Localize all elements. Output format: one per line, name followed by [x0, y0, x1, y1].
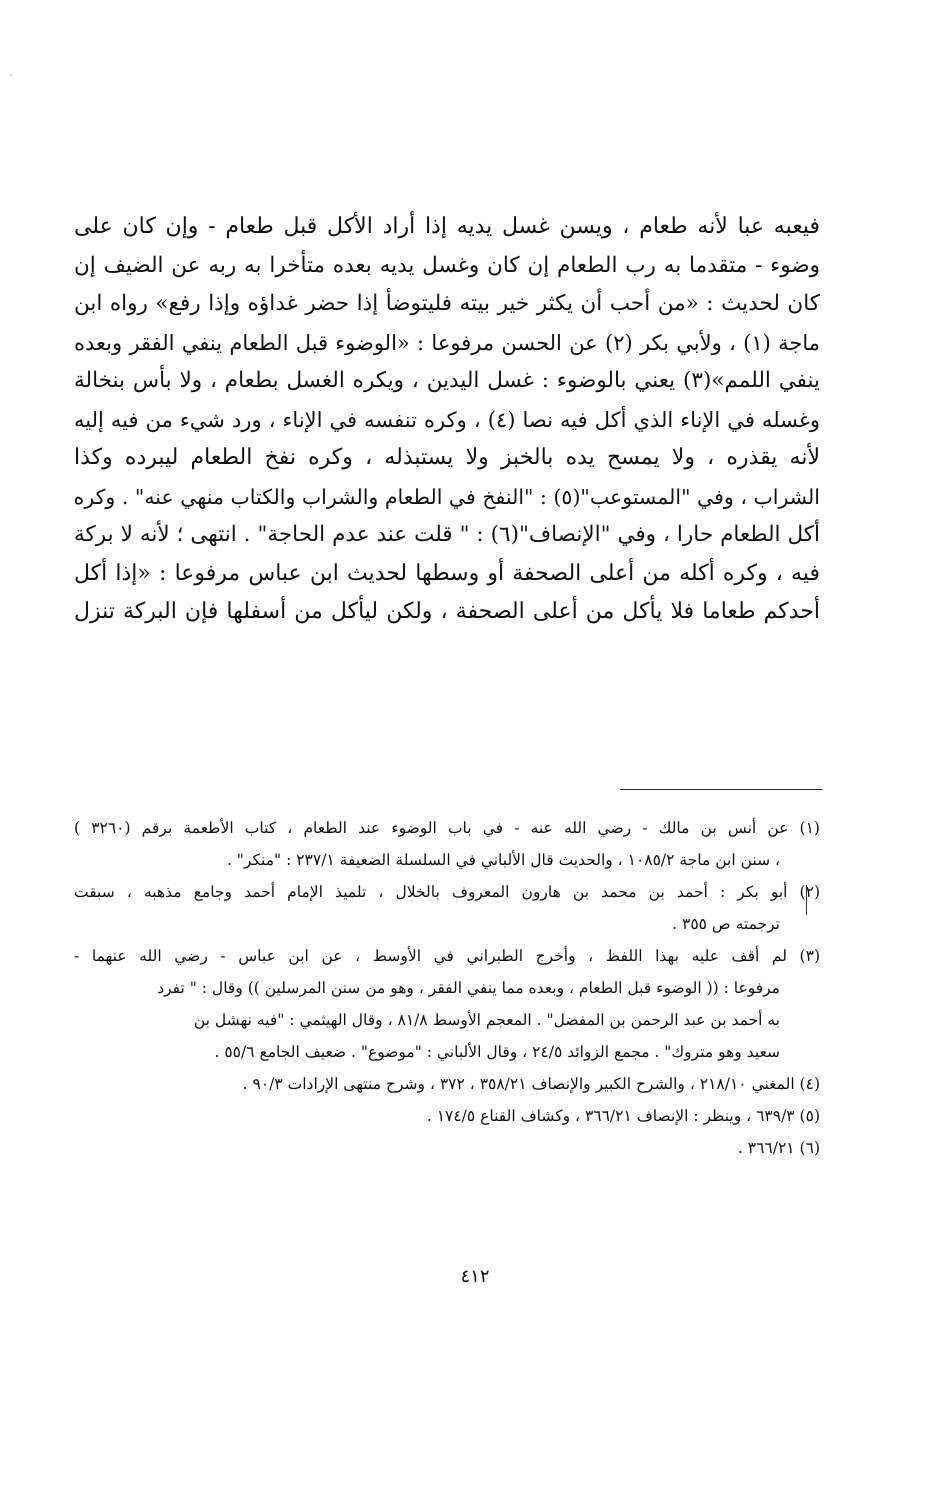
body-line: وضوء - متقدما به رب الطعام إن كان وغسل يديه بعده متأخرا به ربه عن الضيف إن	[74, 252, 820, 278]
scan-speck	[10, 74, 12, 76]
body-line: ماجة (١) ، ولأبي بكر (٢) عن الحسن مرفوعا : «الوضوء قبل الطعام ينفي الفقر وبعده	[74, 330, 821, 355]
footnote-line: (٤) المغني ٢١٨/١٠ ، والشرح الكبير والإنصاف ٣٥٨/٢١ ، ٣٧٢ ، وشرح منتهى الإرادات ٩٠/٣ .	[242, 1075, 820, 1093]
footnote-line: (٦) ٣٦٦/٢١ .	[737, 1139, 820, 1157]
body-line: كان لحديث : «من أحب أن يكثر خير بيته فليتوضأ إذا حضر غداؤه وإذا رفع» رواه ابن	[74, 291, 820, 316]
body-line: أحدكم طعاما فلا يأكل من أعلى الصحفة ، ولكن ليأكل من أسفلها فإن البركة تنزل	[74, 599, 820, 624]
body-line: لأنه يقذره ، ولا يمسح يده بالخبز ولا يستبذله ، وكره نفخ الطعام ليبرده وكذا	[74, 445, 820, 470]
footnote-line: ، سنن ابن ماجة ١٠٨٥/٢ ، والحديث قال الألباني في السلسلة الضعيفة ٢٣٧/١ : "منكر" .	[226, 851, 780, 869]
footnote-line: (٣) لم أقف عليه بهذا اللفظ ، وأخرج الطبراني في الأوسط ، عن ابن عباس - رضي الله عنهما -	[74, 947, 820, 965]
body-line: فيعبه عبا لأنه طعام ، ويسن غسل يديه إذا أراد الأكل قبل طعام - وإن كان على	[74, 214, 820, 239]
body-line: فيه ، وكره أكله من أعلى الصحفة أو وسطها لحديث ابن عباس مرفوعا : «إذا أكل	[74, 560, 820, 586]
footnote-separator	[620, 789, 822, 790]
footnotes	[74, 812, 820, 1164]
footnote-line: ترجمته ص ٣٥٥ .	[672, 915, 780, 933]
footnote-line: (٢) أبو بكر : أحمد بن محمد بن هارون المعروف بالخلال ، تلميذ الإمام أحمد وجامع مذهبه ، سبقت	[74, 883, 820, 901]
footnote-line: (١) عن أنس بن مالك - رضي الله عنه - في باب الوضوء عند الطعام ، كتاب الأطعمة برقم (٣٢٦٠ )	[74, 819, 820, 837]
body-line: ينفي اللمم»(٣) يعني بالوضوء : غسل اليدين ، ويكره الغسل بطعام ، ولا بأس بنخالة	[74, 368, 820, 393]
main-text	[74, 208, 820, 632]
body-line: الشراب ، وفي "المستوعب"(٥) : "النفخ في الطعام والشراب والكتاب منهي عنه" . وكره	[73, 484, 820, 509]
page-number: ٤١٢	[460, 1266, 490, 1287]
footnote-line: به أحمد بن عبد الرحمن بن المفضل" . المعجم الأوسط ٨١/٨ ، وقال الهيثمي : "فيه نهشل بن	[193, 1011, 780, 1029]
footnote-line: مرفوعا : (( الوضوء قبل الطعام ، وبعده مما ينفي الفقر ، وهو من سنن المرسلين )) وقال : " تفرد	[157, 979, 780, 997]
footnote-line: سعيد وهو متروك" . مجمع الزوائد ٢٤/٥ ، وقال الألباني : "موضوع" . ضعيف الجامع ٥٥/٦ .	[214, 1043, 780, 1061]
footnote-line: (٥) ٦٣٩/٣ ، وينظر : الإنصاف ٣٦٦/٢١ ، وكشاف القناع ١٧٤/٥ .	[426, 1107, 820, 1125]
body-line: وغسله في الإناء الذي أكل فيه نصا (٤) ، وكره تنفسه في الإناء ، ورد شيء من فيه إليه	[74, 407, 820, 432]
body-line: أكل الطعام حارا ، وفي "الإنصاف"(٦) : " قلت عند عدم الحاجة" . انتهى ؛ لأنه لا بركة	[74, 522, 820, 547]
